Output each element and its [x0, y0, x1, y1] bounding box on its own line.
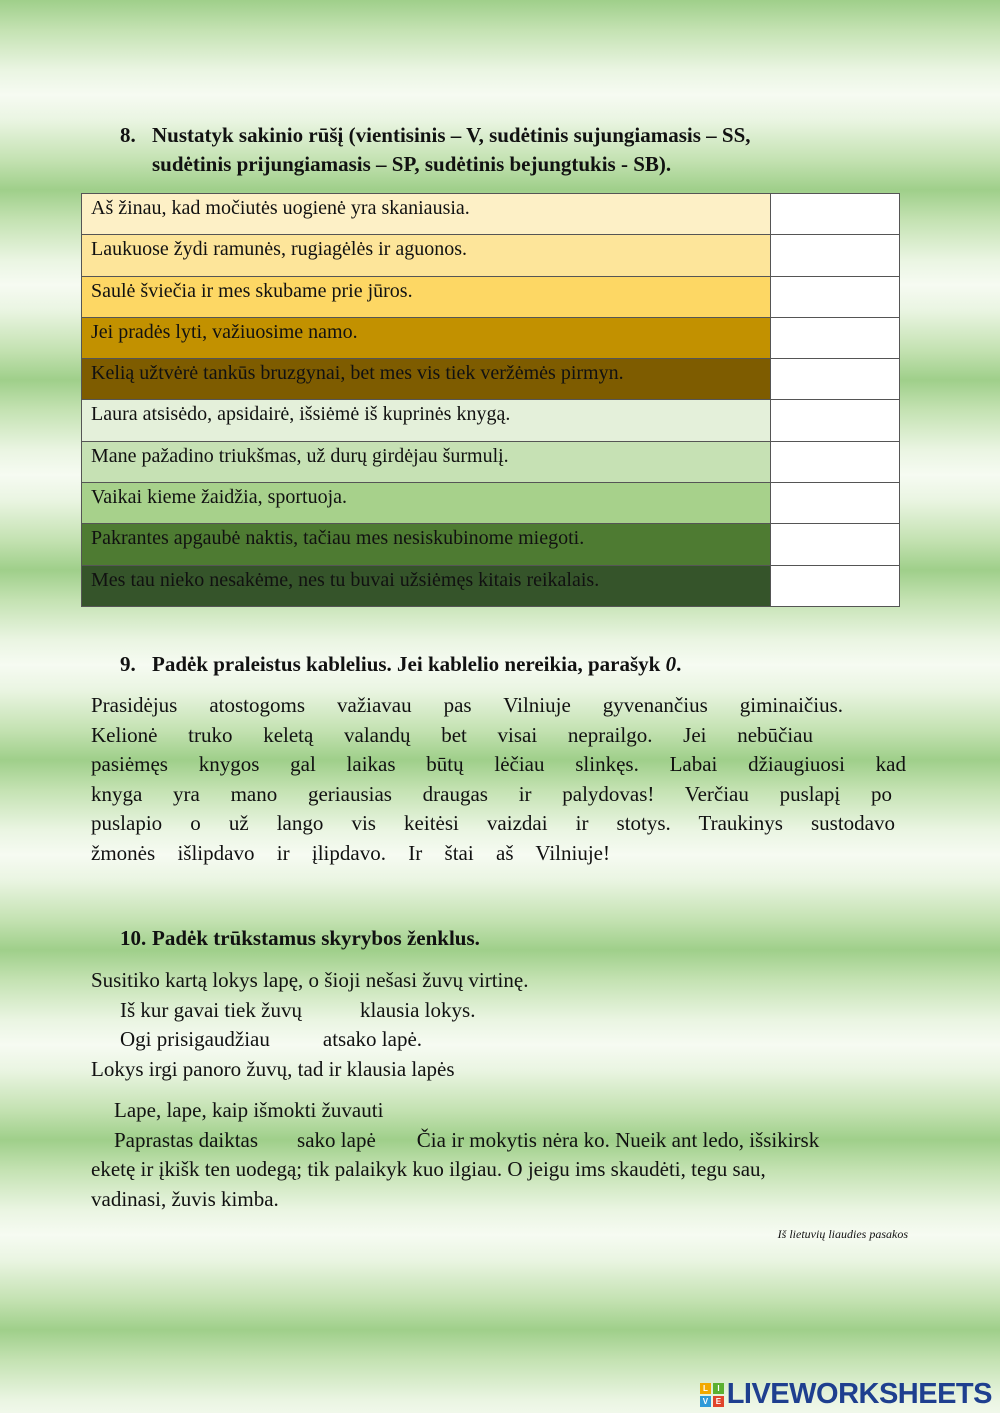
sentence-cell: Saulė šviečia ir mes skubame prie jūros. — [82, 276, 771, 317]
sentence-cell: Mes tau nieko nesakėme, nes tu buvai užsiėmęs kitais reikalais. — [82, 565, 771, 606]
answer-cell[interactable] — [771, 235, 900, 276]
sentence-row — [82, 524, 900, 565]
source-note: Iš lietuvių liaudies pasakos — [777, 1227, 908, 1241]
text-line: vadinasi, žuvis kimba. — [91, 1186, 279, 1211]
text-line: žmonės išlipdavo ir įlipdavo. Ir štai aš Vilniuje! — [91, 840, 610, 865]
answer-cell[interactable] — [771, 524, 900, 565]
sentence-table — [81, 193, 900, 607]
answer-cell[interactable] — [771, 483, 900, 524]
answer-cell[interactable] — [771, 359, 900, 400]
sentence-row — [82, 359, 900, 400]
liveworksheets-logo — [700, 1378, 992, 1411]
sentence-row — [82, 483, 900, 524]
answer-cell[interactable] — [771, 317, 900, 358]
task-number: 10. — [120, 926, 147, 950]
task-title: Padėk trūkstamus skyrybos ženklus. — [152, 926, 480, 950]
text-line: Lape, lape, kaip išmokti žuvauti — [114, 1098, 384, 1122]
text-line: eketę ir įkišk ten uodegą; tik palaikyk kuo ilgiau. O jeigu ims skaudėti, tegu sau, — [91, 1157, 766, 1181]
text-line: Susitiko kartą lokys lapę, o šioji nešasi žuvų virtinę. — [91, 968, 529, 992]
sentence-cell: Laukuose žydi ramunės, rugiagėlės ir aguonos. — [82, 235, 771, 276]
sentence-cell: Mane pažadino triukšmas, už durų girdėjau šurmulį. — [82, 441, 771, 482]
sentence-cell: Aš žinau, kad močiutės uogienė yra skaniausia. — [82, 194, 771, 235]
text-line: Paprastas daiktas sako lapė Čia ir mokytis nėra ko. Nueik ant ledo, išsikirsk — [114, 1127, 820, 1152]
logo-icon: L I V E — [700, 1383, 724, 1407]
task-10-text — [91, 966, 906, 1084]
sentence-row — [82, 565, 900, 606]
task-number: 9. — [120, 652, 136, 676]
sentence-cell: Kelią užtvėrė tankūs bruzgynai, bet mes vis tiek veržėmės pirmyn. — [82, 359, 771, 400]
sentence-row — [82, 276, 900, 317]
answer-cell[interactable] — [771, 441, 900, 482]
text-line: Ogi prisigaudžiau atsako lapė. — [120, 1027, 423, 1051]
sentence-cell: Jei pradės lyti, važiuosime namo. — [82, 317, 771, 358]
task-9-heading — [120, 650, 842, 679]
answer-cell[interactable] — [771, 276, 900, 317]
task-9-text — [91, 691, 906, 868]
text-line: Kelionė truko keletą valandų bet visai neprailgo. Jei nebūčiau — [91, 722, 813, 747]
answer-cell[interactable] — [771, 565, 900, 606]
task-title: Nustatyk sakinio rūšį (vientisinis – V, sudėtinis sujungiamasis – SS, sudėtinis prijungiamasis – SP, sudėtinis bejungtukis - SB). — [152, 123, 751, 176]
sentence-cell: Laura atsisėdo, apsidairė, išsiėmė iš kuprinės knygą. — [82, 400, 771, 441]
task-10-text-continued — [91, 1096, 906, 1214]
task-10-heading — [120, 924, 842, 953]
sentence-cell: Vaikai kieme žaidžia, sportuoja. — [82, 483, 771, 524]
sentence-row — [82, 400, 900, 441]
sentence-row — [82, 235, 900, 276]
sentence-row — [82, 317, 900, 358]
answer-cell[interactable] — [771, 194, 900, 235]
text-line: pasiėmęs knygos gal laikas būtų lėčiau slinkęs. Labai džiaugiuosi kad — [91, 752, 906, 776]
text-line: puslapio o už lango vis keitėsi vaizdai ir stotys. Traukinys sustodavo — [91, 811, 895, 835]
text-line: Iš kur gavai tiek žuvų klausia lokys. — [120, 997, 476, 1022]
sentence-row — [82, 441, 900, 482]
task-title: Padėk praleistus kablelius. Jei kablelio nereikia, parašyk 0. — [152, 652, 682, 676]
text-line: knyga yra mano geriausias draugas ir palydovas! Verčiau puslapį po — [91, 781, 892, 806]
sentence-cell: Pakrantes apgaubė naktis, tačiau mes nesiskubinome miegoti. — [82, 524, 771, 565]
logo-text: LIVEWORKSHEETS — [726, 1378, 992, 1410]
answer-cell[interactable] — [771, 400, 900, 441]
task-8-heading — [120, 121, 842, 179]
text-line: Lokys irgi panoro žuvų, tad ir klausia lapės — [91, 1056, 455, 1081]
sentence-row — [82, 194, 900, 235]
text-line: Prasidėjus atostogoms važiavau pas Vilniuje gyvenančius giminaičius. — [91, 693, 843, 717]
task-number: 8. — [120, 123, 136, 147]
